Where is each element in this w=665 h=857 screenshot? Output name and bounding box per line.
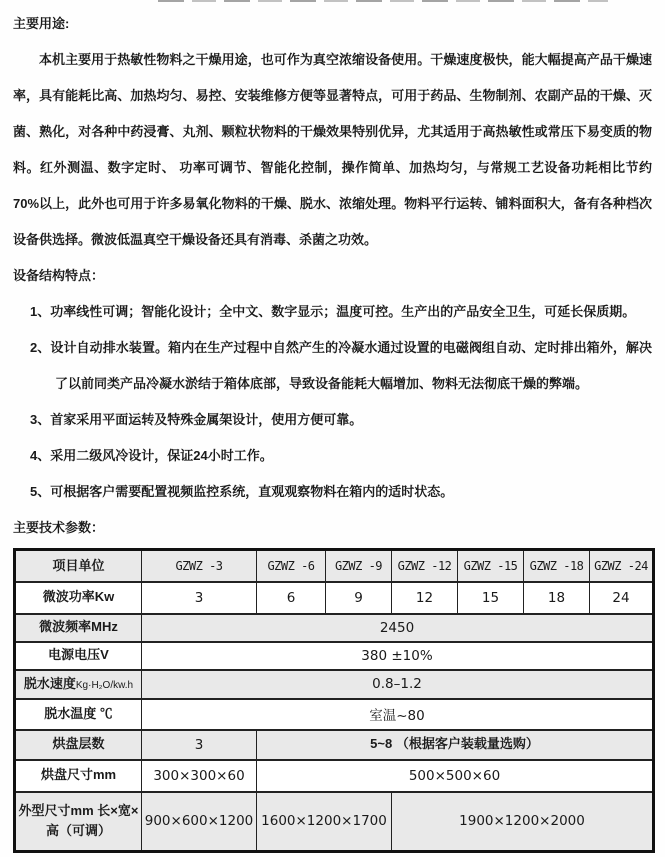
specs-table bbox=[13, 548, 655, 853]
usage-heading: 主要用途: bbox=[13, 16, 70, 31]
spec-cell: 3 bbox=[142, 730, 257, 760]
params-heading: 主要技术参数： bbox=[13, 520, 105, 535]
clipped-title-fragment bbox=[158, 0, 608, 2]
feature-item-3: 3、首家采用平面运转及特殊金属架设计，使用方便可靠。 bbox=[30, 412, 363, 427]
row-label-unit: Kg·H₂O/kw.h bbox=[75, 679, 134, 691]
model-cell: GZWZ -3 bbox=[142, 550, 257, 582]
model-cell: GZWZ -12 bbox=[392, 550, 458, 582]
row-voltage bbox=[15, 642, 654, 670]
feature-item-1: 1、功率线性可调；智能化设计；全中文、数字显示；温度可控。生产出的产品安全卫生，可延长保质期。 bbox=[30, 304, 636, 319]
spec-cell: 380 ±10% bbox=[142, 642, 654, 670]
header-label-cell: 项目单位 bbox=[15, 550, 142, 582]
row-label: 烘盘层数 bbox=[15, 730, 142, 760]
row-label: 脱水温度 ℃ bbox=[15, 699, 142, 730]
model-cell: GZWZ -24 bbox=[590, 550, 654, 582]
row-label bbox=[15, 670, 142, 699]
spec-cell: 9 bbox=[326, 582, 392, 614]
feature-item-5: 5、可根据客户需要配置视频监控系统，直观观察物料在箱内的适时状态。 bbox=[30, 484, 454, 499]
row-label: 外型尺寸mm 长×宽×高（可调） bbox=[15, 792, 142, 852]
spec-cell: 0.8–1.2 bbox=[142, 670, 654, 699]
row-microwave-frequency bbox=[15, 614, 654, 642]
row-label-cn: 脱水速度 bbox=[23, 675, 76, 691]
row-dehydration-temperature bbox=[15, 699, 654, 730]
spec-cell: 1600×1200×1700 bbox=[257, 792, 392, 852]
row-tray-size bbox=[15, 760, 654, 792]
feature-item-4: 4、采用二级风冷设计，保证24小时工作。 bbox=[30, 448, 273, 463]
table-header-row bbox=[15, 550, 654, 582]
row-label: 微波功率Kw bbox=[15, 582, 142, 614]
row-label: 微波频率MHz bbox=[15, 614, 142, 642]
row-label: 电源电压V bbox=[15, 642, 142, 670]
row-microwave-power bbox=[15, 582, 654, 614]
row-tray-layers bbox=[15, 730, 654, 760]
spec-cell: 18 bbox=[524, 582, 590, 614]
model-cell: GZWZ -9 bbox=[326, 550, 392, 582]
spec-cell: 1900×1200×2000 bbox=[392, 792, 654, 852]
features-heading: 设备结构特点： bbox=[13, 268, 105, 283]
spec-cell: 12 bbox=[392, 582, 458, 614]
spec-cell: 900×600×1200 bbox=[142, 792, 257, 852]
spec-cell: 6 bbox=[257, 582, 326, 614]
model-cell: GZWZ -18 bbox=[524, 550, 590, 582]
spec-cell: 500×500×60 bbox=[257, 760, 654, 792]
model-cell: GZWZ -15 bbox=[458, 550, 524, 582]
spec-cell: 300×300×60 bbox=[142, 760, 257, 792]
spec-cell: 5~8 （根据客户装载量选购） bbox=[257, 730, 654, 760]
row-dehydration-speed bbox=[15, 670, 654, 699]
feature-item-2: 2、设计自动排水装置。箱内在生产过程中自然产生的冷凝水通过设置的电磁阀组自动、定时排出箱外，解决了以前同类产品冷凝水淤结于箱体底部，导致设备能耗大幅增加、物料无法彻底干燥的弊端。 bbox=[30, 340, 652, 391]
spec-cell: 24 bbox=[590, 582, 654, 614]
usage-paragraph: 本机主要用于热敏性物料之干燥用途，也可作为真空浓缩设备使用。干燥速度极快，能大幅提高产品干燥速率，具有能耗比高、加热均匀、易控、安装维修方便等显著特点，可用于药品、生物制剂、农副产品的干燥、灭菌、熟化，对各种中药浸膏、丸剂、颗粒状物料的干燥效果特别优异，尤其适用于高热敏性或常压下易变质的物料。红外测温、数字定时、 功率可调节、智能化控制，操作简单、加热均匀，与常规工艺设备功耗相比节约70%以上，此外也可用于许多易氧化物料的干燥、脱水、浓缩处理。物料平行运转、铺料面积大，备有各种档次设备供选择。微波低温真空干燥设备还具有消毒、杀菌之功效。 bbox=[13, 52, 652, 247]
spec-cell: 室温~80 bbox=[142, 699, 654, 730]
row-outer-size bbox=[15, 792, 654, 852]
spec-cell: 3 bbox=[142, 582, 257, 614]
model-cell: GZWZ -6 bbox=[257, 550, 326, 582]
spec-cell: 15 bbox=[458, 582, 524, 614]
spec-cell: 2450 bbox=[142, 614, 654, 642]
row-label: 烘盘尺寸mm bbox=[15, 760, 142, 792]
